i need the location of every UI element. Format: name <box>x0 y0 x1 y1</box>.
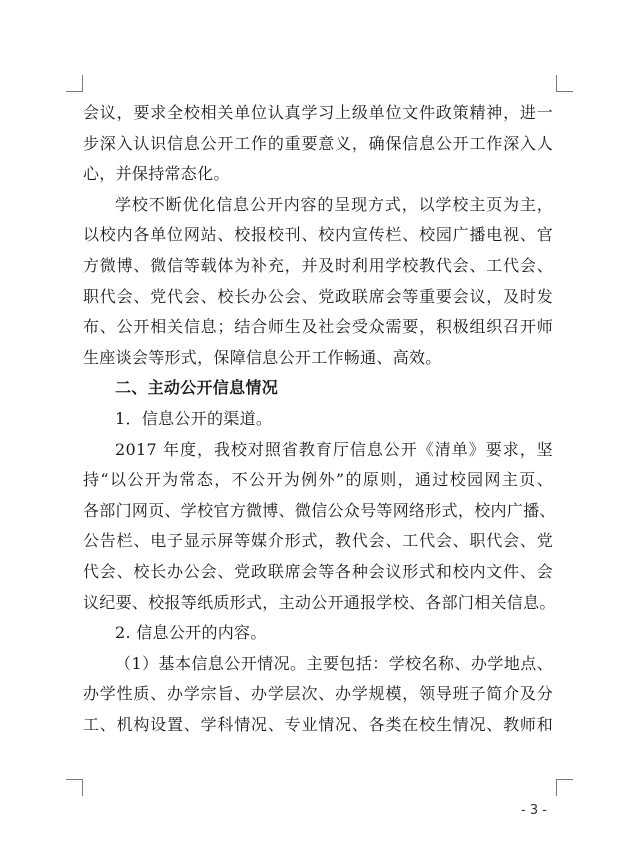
paragraph <box>83 404 553 435</box>
text-line: 代会、校长办公会、党政联席会等各种会议形式和校内文件、会 <box>83 561 553 581</box>
text-line: 各部门网页、学校官方微博、微信公众号等网络形式，校内广播、 <box>83 500 556 520</box>
page-body <box>83 98 556 740</box>
paragraph <box>83 649 553 741</box>
subsection-heading: 1．信息公开的渠道。 <box>115 408 273 428</box>
text-line: 持“以公开为常态，不公开为例外”的原则，通过校园网主页、 <box>83 470 553 490</box>
page-number: - 3 - <box>521 803 547 818</box>
text-line: 心，并保持常态化。 <box>83 164 230 184</box>
text-line: （1）基本信息公开情况。主要包括：学校名称、办学地点、 <box>115 653 553 673</box>
text-line: 议纪要、校报等纸质形式，主动公开通报学校、各部门相关信息。 <box>83 592 556 612</box>
paragraph <box>83 618 553 649</box>
paragraph <box>83 435 556 619</box>
crop-mark-bottom-left <box>66 779 83 796</box>
text-line: 职代会、党代会、校长办公会、党政联席会等重要会议，及时发 <box>83 286 553 306</box>
text-line: 步深入认识信息公开工作的重要意义，确保信息公开工作深入人 <box>83 133 553 153</box>
text-line: 会议，要求全校相关单位认真学习上级单位文件政策精神，进一 <box>83 103 553 122</box>
paragraph <box>83 98 553 190</box>
crop-mark-top-right <box>556 75 573 92</box>
section-heading: 二、主动公开信息情况 <box>115 378 279 398</box>
text-line: 办学性质、办学宗旨、办学层次、办学规模，领导班子简介及分 <box>83 684 553 704</box>
text-line: 公告栏、电子显示屏等媒介形式，教代会、工代会、职代会、党 <box>83 531 553 551</box>
text-line: 工、机构设置、学科情况、专业情况、各类在校生情况、教师和 <box>83 714 553 734</box>
text-line: 2017 年度，我校对照省教育厅信息公开《清单》要求，坚 <box>115 439 553 459</box>
crop-mark-bottom-right <box>556 779 573 796</box>
paragraph <box>83 190 553 374</box>
crop-mark-top-left <box>66 75 83 92</box>
text-line: 布、公开相关信息；结合师生及社会受众需要，积极组织召开师 <box>83 317 553 337</box>
text-line: 方微博、微信等载体为补充，并及时利用学校教代会、工代会、 <box>83 255 553 275</box>
text-line: 学校不断优化信息公开内容的呈现方式，以学校主页为主， <box>115 194 553 214</box>
subsection-heading: 2. 信息公开的内容。 <box>115 623 267 643</box>
text-line: 以校内各单位网站、校报校刊、校内宣传栏、校园广播电视、官 <box>83 225 553 245</box>
text-line: 生座谈会等形式，保障信息公开工作畅通、高效。 <box>83 347 442 367</box>
